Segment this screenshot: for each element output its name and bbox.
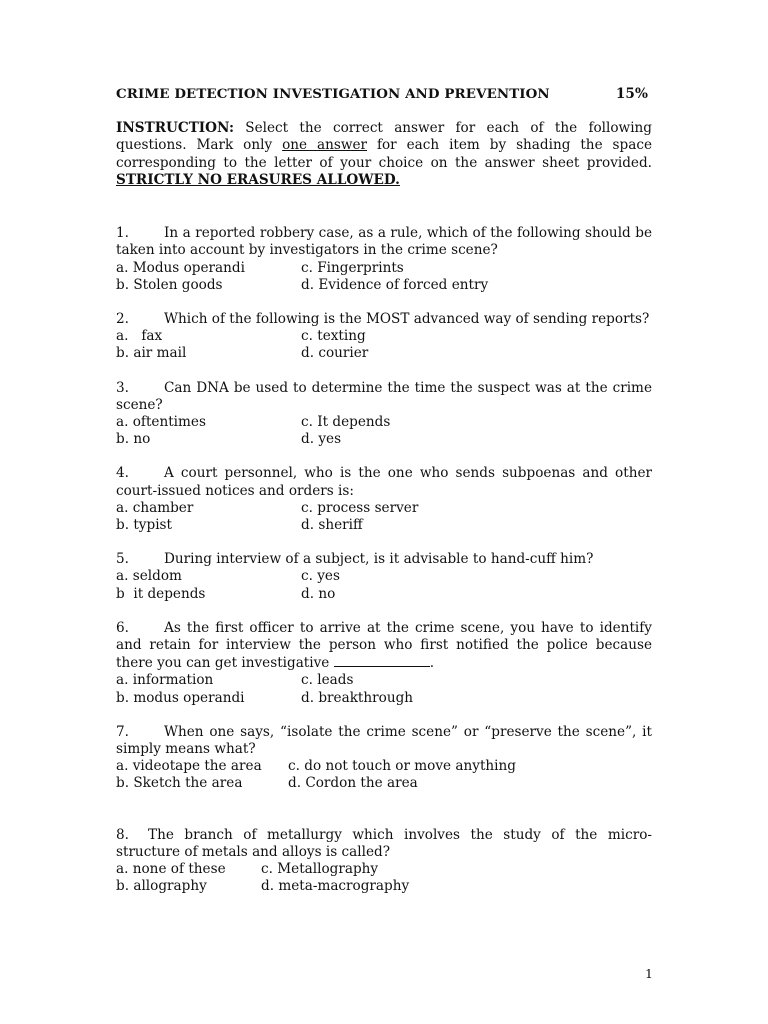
question-7 [116, 724, 652, 793]
instruction-text-part1: Select the correct answer for each of the following questions. Mark only [116, 120, 652, 154]
question-number: 6. [116, 619, 129, 636]
question-stem [116, 620, 652, 673]
question-8 [116, 827, 652, 896]
choice-group [116, 672, 652, 706]
question-stem [116, 311, 652, 328]
choice-group [116, 500, 652, 534]
exam-page [116, 86, 652, 912]
choice-a: a. fax [116, 328, 163, 345]
choice-group [116, 568, 652, 602]
exam-weight: 15% [615, 86, 648, 102]
choice-b: b. Stolen goods [116, 276, 223, 293]
choice-d: d. courier [301, 345, 369, 362]
question-text: As the first officer to arrive at the crime scene, you have to identify and retain for interview the person who first notified the police because there you can get investigative [116, 619, 652, 672]
choice-a: a. oftentimes [116, 413, 206, 430]
question-text: In a reported robbery case, as a rule, which of the following should be taken into account by investigators in the crime scene? [116, 225, 652, 259]
question-number: 3. [116, 379, 129, 396]
instruction-strict-notice: STRICTLY NO ERASURES ALLOWED. [116, 171, 400, 188]
instruction-emphasis: one answer [282, 137, 368, 154]
question-3 [116, 380, 652, 449]
choice-b: b. air mail [116, 345, 187, 362]
choice-d: d. yes [301, 431, 342, 448]
question-number: 5. [116, 551, 129, 568]
choice-a: a. information [116, 672, 214, 689]
question-1 [116, 225, 652, 294]
instruction-paragraph [116, 120, 652, 189]
question-2 [116, 311, 652, 363]
choice-group [116, 414, 652, 448]
question-text: When one says, “isolate the crime scene” or “preserve the scene”, it simply means what? [116, 723, 652, 757]
choice-group [116, 758, 652, 792]
choice-b: b. modus operandi [116, 689, 245, 706]
choice-a: a. Modus operandi [116, 259, 245, 276]
choice-c: c. It depends [301, 413, 391, 430]
question-number: 2. [116, 310, 129, 327]
question-stem [116, 225, 652, 259]
question-number: 7. [116, 723, 129, 740]
choice-c: c. do not touch or move anything [288, 758, 516, 775]
question-list [116, 225, 652, 895]
question-6 [116, 620, 652, 707]
choice-a: a. chamber [116, 499, 194, 516]
choice-d: d. Evidence of forced entry [301, 276, 489, 293]
choice-b: b. Sketch the area [116, 775, 243, 792]
exam-title: CRIME DETECTION INVESTIGATION AND PREVENTION [116, 86, 550, 102]
choice-c: c. process server [301, 499, 419, 516]
instruction-label: INSTRUCTION: [116, 120, 234, 136]
choice-c: c. leads [301, 672, 354, 689]
question-number: 8. [116, 826, 129, 843]
question-stem [116, 380, 652, 414]
choice-a: a. none of these [116, 860, 226, 877]
choice-d: d. Cordon the area [288, 775, 418, 792]
choice-group [116, 861, 652, 895]
choice-c: c. texting [301, 328, 366, 345]
choice-d: d. sheriff [301, 516, 363, 533]
choice-b: b. no [116, 431, 151, 448]
question-text: The branch of metallurgy which involves the study of the micro-structure of metals and alloys is called? [116, 826, 652, 860]
choice-c: c. yes [301, 568, 340, 585]
choice-c: c. Metallography [261, 860, 379, 877]
question-stem [116, 551, 652, 568]
choice-d: d. no [301, 585, 336, 602]
choice-group [116, 260, 652, 294]
choice-d: d. meta-macrography [261, 878, 410, 895]
question-5 [116, 551, 652, 603]
choice-a: a. videotape the area [116, 758, 262, 775]
question-text-end: . [429, 655, 435, 672]
choice-group [116, 328, 652, 362]
question-4 [116, 465, 652, 534]
question-text: During interview of a subject, is it advisable to hand-cuff him? [164, 551, 594, 568]
question-stem [116, 827, 652, 861]
choice-b: b it depends [116, 585, 206, 602]
exam-header [116, 86, 652, 106]
question-text: Can DNA be used to determine the time the suspect was at the crime scene? [116, 379, 652, 413]
question-stem [116, 724, 652, 758]
question-number: 4. [116, 465, 129, 482]
answer-blank [334, 654, 430, 667]
question-stem [116, 465, 652, 499]
question-number: 1. [116, 225, 129, 242]
choice-c: c. Fingerprints [301, 259, 404, 276]
choice-a: a. seldom [116, 568, 182, 585]
question-text: A court personnel, who is the one who sends subpoenas and other court-issued notices and orders is: [116, 465, 652, 499]
choice-b: b. typist [116, 516, 172, 533]
choice-d: d. breakthrough [301, 689, 414, 706]
choice-b: b. allography [116, 878, 207, 895]
instruction-text-part2: for each item by shading the space corresponding to the letter of your choice on the answer sheet provided. [116, 137, 652, 171]
question-text: Which of the following is the MOST advanced way of sending reports? [164, 310, 650, 327]
page-number: 1 [645, 966, 653, 981]
